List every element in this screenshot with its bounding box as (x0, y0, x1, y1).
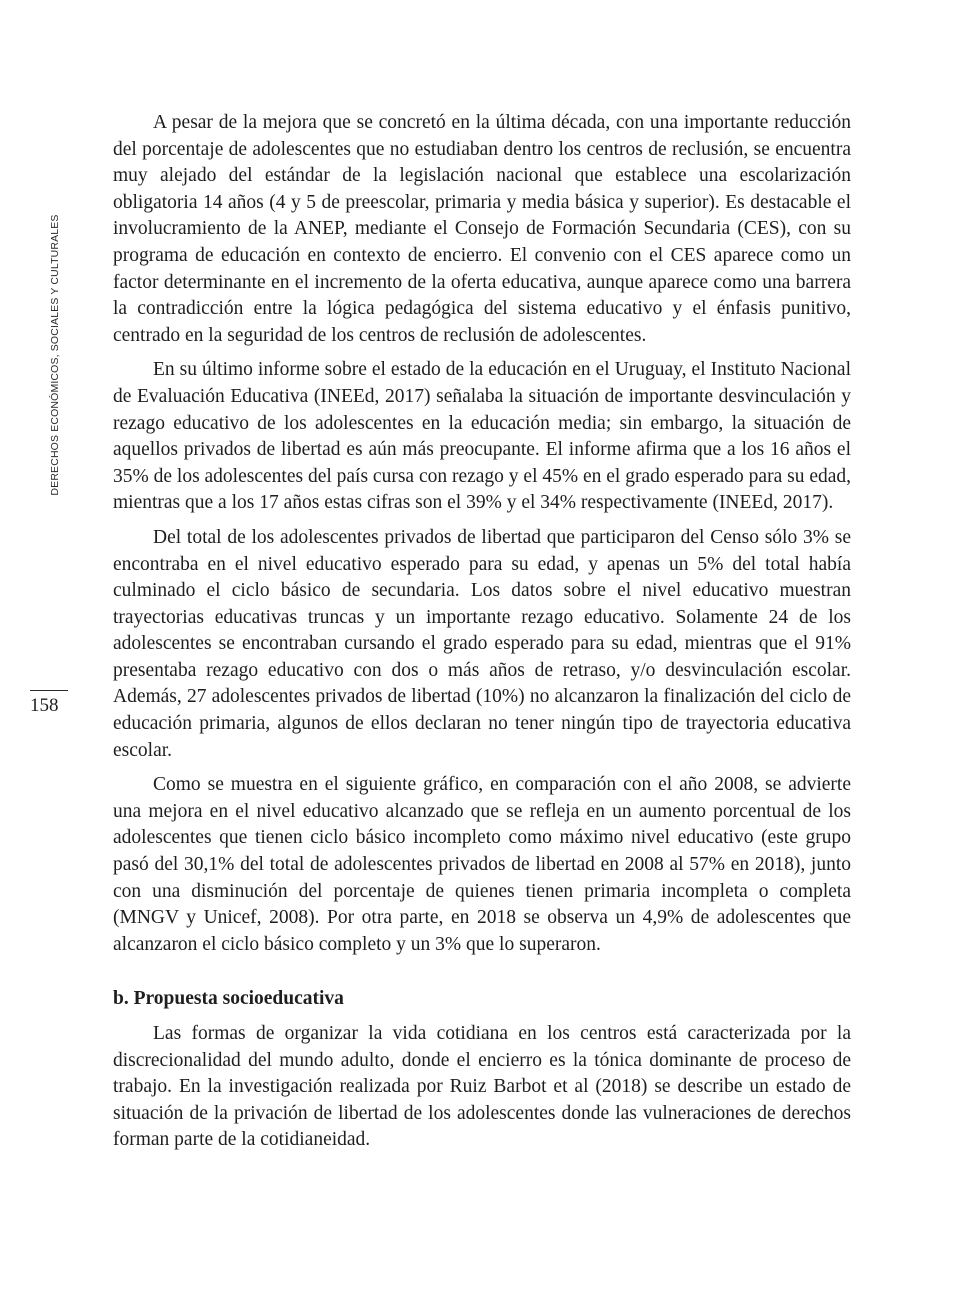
running-title: DERECHOS ECONÓMICOS, SOCIALES Y CULTURALES (49, 214, 61, 496)
paragraph: A pesar de la mejora que se concretó en la última década, con una importante reducción del porcentaje de adolescentes que no estudiaban dentro los centros de reclusión, se encuentra muy alejado del estándar de la legislación nacional que establece una escolarización obligatoria 14 años (4 y 5 de preescolar, primaria y media básica y superior). Es destacable el involucramiento de la ANEP, mediante el Consejo de Formación Secundaria (CES), con su programa de educación en contexto de encierro. El convenio con el CES aparece como un factor determinante en el incremento de la oferta educativa, aunque aparece como una barrera la contradicción entre la lógica pedagógica del sistema educativo y el énfasis punitivo, centrado en la seguridad de los centros de reclusión de adolescentes. (113, 112, 851, 346)
section-heading: b. Propuesta socioeducativa (113, 988, 344, 1010)
paragraph: Las formas de organizar la vida cotidiana en los centros está caracterizada por la discrecionalidad del mundo adulto, donde el encierro es la tónica dominante de proceso de trabajo. En la investigación realizada por Ruiz Barbot et al (2018) se describe un estado de situación de la privación de libertad de los adolescentes donde las vulneraciones de derechos forman parte de la cotidianeidad. (113, 1023, 851, 1151)
page-number: 158 (30, 695, 59, 716)
page-number-rule (30, 690, 68, 691)
paragraph: En su último informe sobre el estado de la educación en el Uruguay, el Instituto Nacional de Evaluación Educativa (INEEd, 2017) señalaba la situación de importante desvinculación y rezago educativo de los adolescentes en la educación media; sin embargo, la situación de aquellos privados de libertad es aún más preocupante. El informe afirma que a los 16 años el 35% de los adolescentes del país cursa con rezago y el 45% en el grado esperado para su edad, mientras que a los 17 años estas cifras son el 39% y el 34% respectivamente (INEEd, 2017). (113, 359, 852, 514)
page-number-block (30, 690, 68, 717)
paragraph: Del total de los adolescentes privados de libertad que participaron del Censo sólo 3% se encontraba en el nivel educativo esperado para su edad, y apenas un 5% del total había culminado el ciclo básico de secundaria. Los datos sobre el nivel educativo muestran trayectorias educativas truncas y un importante rezago educativo. Solamente 24 de los adolescentes se encontraban cursando el grado esperado para su edad, mientras que el 91% presentaba rezago educativo con dos o más años de retraso, y/o desvinculación escolar. Además, 27 adolescentes privados de libertad (10%) no alcanzaron la finalización del ciclo de educación primaria, algunos de ellos declaran no tener ningún tipo de trayectoria educativa escolar. (113, 526, 851, 761)
main-text (113, 110, 851, 1162)
paragraph: Como se muestra en el siguiente gráfico, en comparación con el año 2008, se advierte una mejora en el nivel educativo alcanzado que se refleja en un aumento porcentual de los adolescentes que tienen ciclo básico incompleto como máximo nivel educativo (este grupo pasó del 30,1% del total de adolescentes privados de libertad en 2008 al 57% en 2018), junto con una disminución del porcentaje de quienes tienen primaria incompleta o completa (MNGV y Unicef, 2008). Por otra parte, en 2018 se observa un 4,9% de adolescentes que alcanzaron el ciclo básico completo y un 3% que lo superaron. (113, 774, 851, 955)
